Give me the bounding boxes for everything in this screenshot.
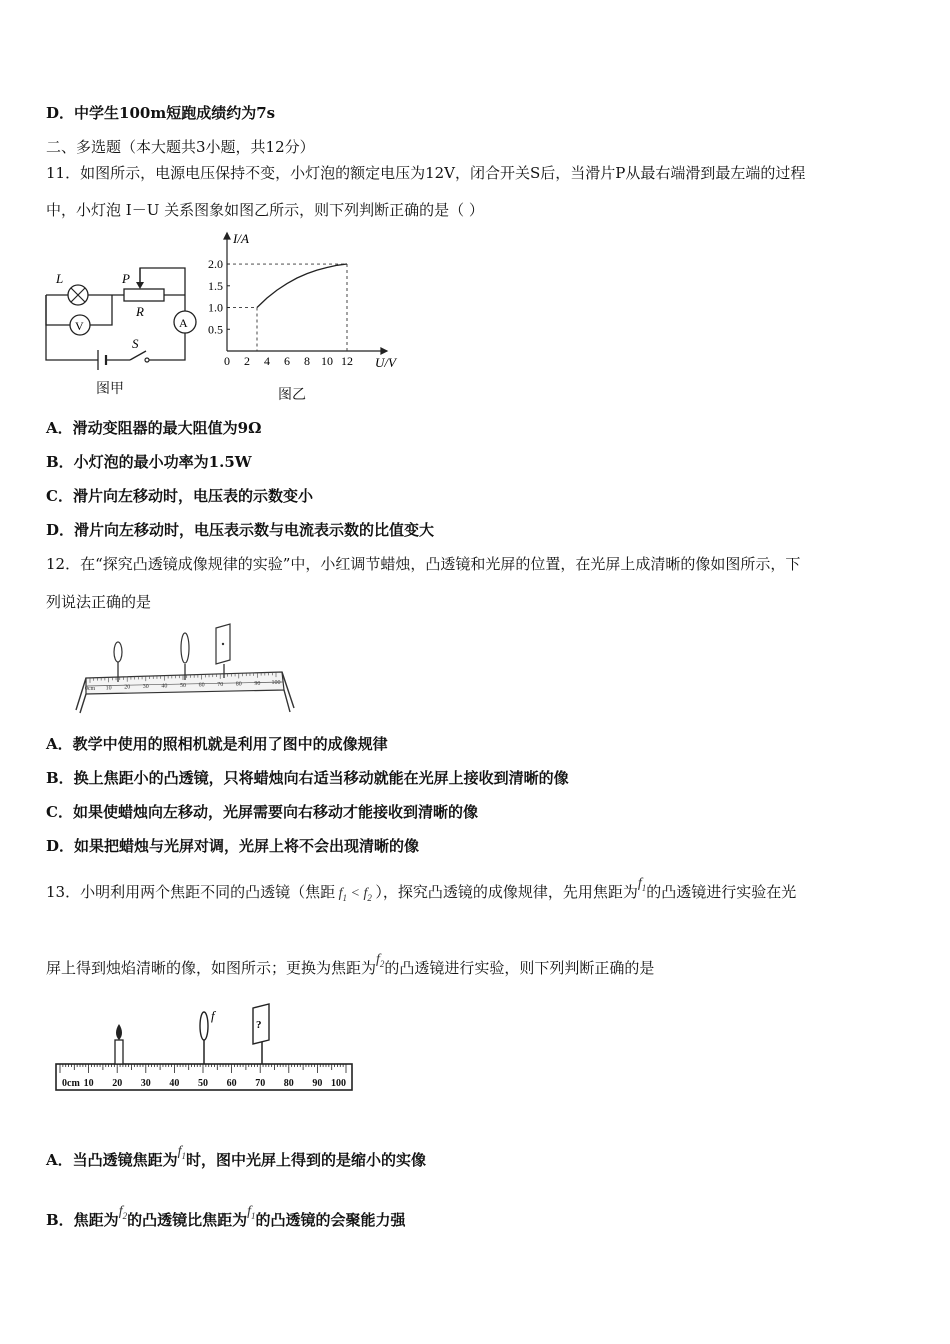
ruler-tick-label: 90 <box>312 1078 323 1089</box>
ruler-tick-label: 40 <box>169 1078 180 1089</box>
bench-tick-label: 60 <box>198 682 205 689</box>
q12-option-c: C．如果使蜡烛向左移动，光屏需要向右移动才能接收到清晰的像 <box>46 803 478 821</box>
bench-tick-label: 40 <box>161 683 168 690</box>
slider-arrow <box>136 282 144 289</box>
q13-option-a: A．当凸透镜焦距为$f_1$时，图中光屏上得到的是缩小的实像 <box>46 1144 427 1169</box>
chart-ylabel: I/A <box>233 231 249 246</box>
x-axis-arrow <box>381 348 387 354</box>
x-tick-label: 12 <box>341 354 353 368</box>
q11-option-d: D．滑片向左移动时，电压表示数与电流表示数的比值变大 <box>46 521 435 539</box>
y-tick-label: 1.5 <box>208 278 223 293</box>
q12-stem-line2: 列说法正确的是 <box>46 593 152 611</box>
q11-stem-line1: 11．如图所示，电源电压保持不变，小灯泡的额定电压为12V，闭合开关S后，当滑片P从最右端滑到最左端的过程 <box>46 164 806 182</box>
bench-tick-label: 0cm <box>84 685 96 692</box>
convex-lens <box>181 633 189 663</box>
q13-stem-line1: 13．小明利用两个焦距不同的凸透镜（焦距 $f_1 < f_2$ ），探究凸透镜的成像规律，先用焦距为$f_1$的凸透镜进行实验在光 <box>46 876 797 903</box>
q13-option-b: B．焦距为$f_2$的凸透镜比焦距为$f_1$的凸透镜的会聚能力强 <box>46 1204 406 1229</box>
bench-tick-label: 30 <box>142 684 149 691</box>
q10-option-d: D．中学生100m短跑成绩约为7s <box>46 104 276 122</box>
fig-a-caption: 图甲 <box>96 381 124 397</box>
ammeter-label: A <box>179 316 188 330</box>
y-tick-label: 1.0 <box>208 300 223 315</box>
q11-option-a: A．滑动变阻器的最大阻值为9Ω <box>46 419 262 437</box>
q12-stem-line1: 12．在“探究凸透镜成像规律的实验”中，小红调节蜡烛，凸透镜和光屏的位置，在光屏上成清晰的像如图所示，下 <box>46 555 801 573</box>
lamp-label: L <box>56 271 64 286</box>
q11-option-c: C．滑片向左移动时，电压表的示数变小 <box>46 487 313 505</box>
q12-option-d: D．如果把蜡烛与光屏对调，光屏上将不会出现清晰的像 <box>46 837 420 855</box>
bench-tick-label: 100 <box>271 680 281 687</box>
ruler-tick-label: 20 <box>112 1078 123 1089</box>
ruler-tick-label: 80 <box>283 1078 294 1089</box>
bench-tick-label: 90 <box>254 680 261 687</box>
resistor-label: R <box>136 304 144 319</box>
q11-circuit-diagram <box>40 250 200 375</box>
bench-tick-label: 80 <box>235 681 242 688</box>
ruler-tick-label: 70 <box>255 1078 266 1089</box>
x-tick-label: 6 <box>284 354 290 368</box>
x-tick-label: 10 <box>321 354 333 368</box>
bench-tick-label: 50 <box>180 683 186 690</box>
ruler-tick-label: 60 <box>226 1078 237 1089</box>
bench-tick-label: 10 <box>105 685 112 692</box>
x-tick-label: 8 <box>304 354 310 368</box>
bench-tick-label: 20 <box>124 684 131 691</box>
f2-symbol: $f_2$ <box>118 1204 128 1221</box>
q13-ruler-figure <box>52 1002 357 1097</box>
bench-tick-label: 70 <box>217 681 224 688</box>
q12-option-b: B．换上焦距小的凸透镜，只将蜡烛向右适当移动就能在光屏上接收到清晰的像 <box>46 769 569 787</box>
y-tick-label: 0.5 <box>208 322 223 337</box>
slider-label: P <box>122 271 130 286</box>
ruler-tick-label: 50 <box>198 1078 208 1089</box>
voltmeter-label: V <box>75 319 84 333</box>
candle-flame <box>116 1024 122 1040</box>
q11-option-b: B．小灯泡的最小功率为1.5W <box>46 453 252 471</box>
x-tick-label: 0 <box>224 354 230 368</box>
f1-lt-f2-expression: $f_1 < f_2$ <box>338 886 372 903</box>
screen-label: ? <box>256 1019 262 1031</box>
switch-label: S <box>132 336 139 351</box>
x-tick-label: 4 <box>264 354 270 368</box>
f2-symbol: $f_2$ <box>376 952 385 969</box>
ruler-tick-label: 30 <box>140 1078 151 1089</box>
chart-xlabel: U/V <box>375 355 396 370</box>
y-axis-arrow <box>224 233 230 239</box>
candle-flame <box>114 642 122 662</box>
section-heading: 二、多选题（本大题共3小题，共12分） <box>46 138 315 156</box>
q13-stem-line2: 屏上得到烛焰清晰的像，如图所示；更换为焦距为$f_2$的凸透镜进行实验，则下列判断正确的是 <box>46 952 655 977</box>
q11-iu-chart <box>205 225 410 375</box>
y-tick-label: 2.0 <box>208 257 223 272</box>
lens-label: f <box>211 1008 215 1023</box>
f1-symbol: $f_1$ <box>637 876 647 893</box>
resistor-symbol <box>124 289 164 301</box>
ruler-tick-label: 0cm <box>62 1078 80 1089</box>
q11-stem-line2: 中，小灯泡 I－U 关系图象如图乙所示，则下列判断正确的是（ ） <box>46 201 484 219</box>
q12-optical-bench <box>68 618 300 718</box>
ruler-tick-label: 100 <box>331 1078 346 1089</box>
ruler-tick-label: 10 <box>83 1078 94 1089</box>
f1-symbol: $f_1$ <box>177 1144 187 1161</box>
x-tick-label: 2 <box>244 354 250 368</box>
convex-lens <box>200 1012 208 1040</box>
fig-b-caption: 图乙 <box>278 387 306 403</box>
q12-option-a: A．教学中使用的照相机就是利用了图中的成像规律 <box>46 735 388 753</box>
f1-symbol: $f_1$ <box>247 1204 256 1221</box>
iu-curve <box>257 264 347 308</box>
